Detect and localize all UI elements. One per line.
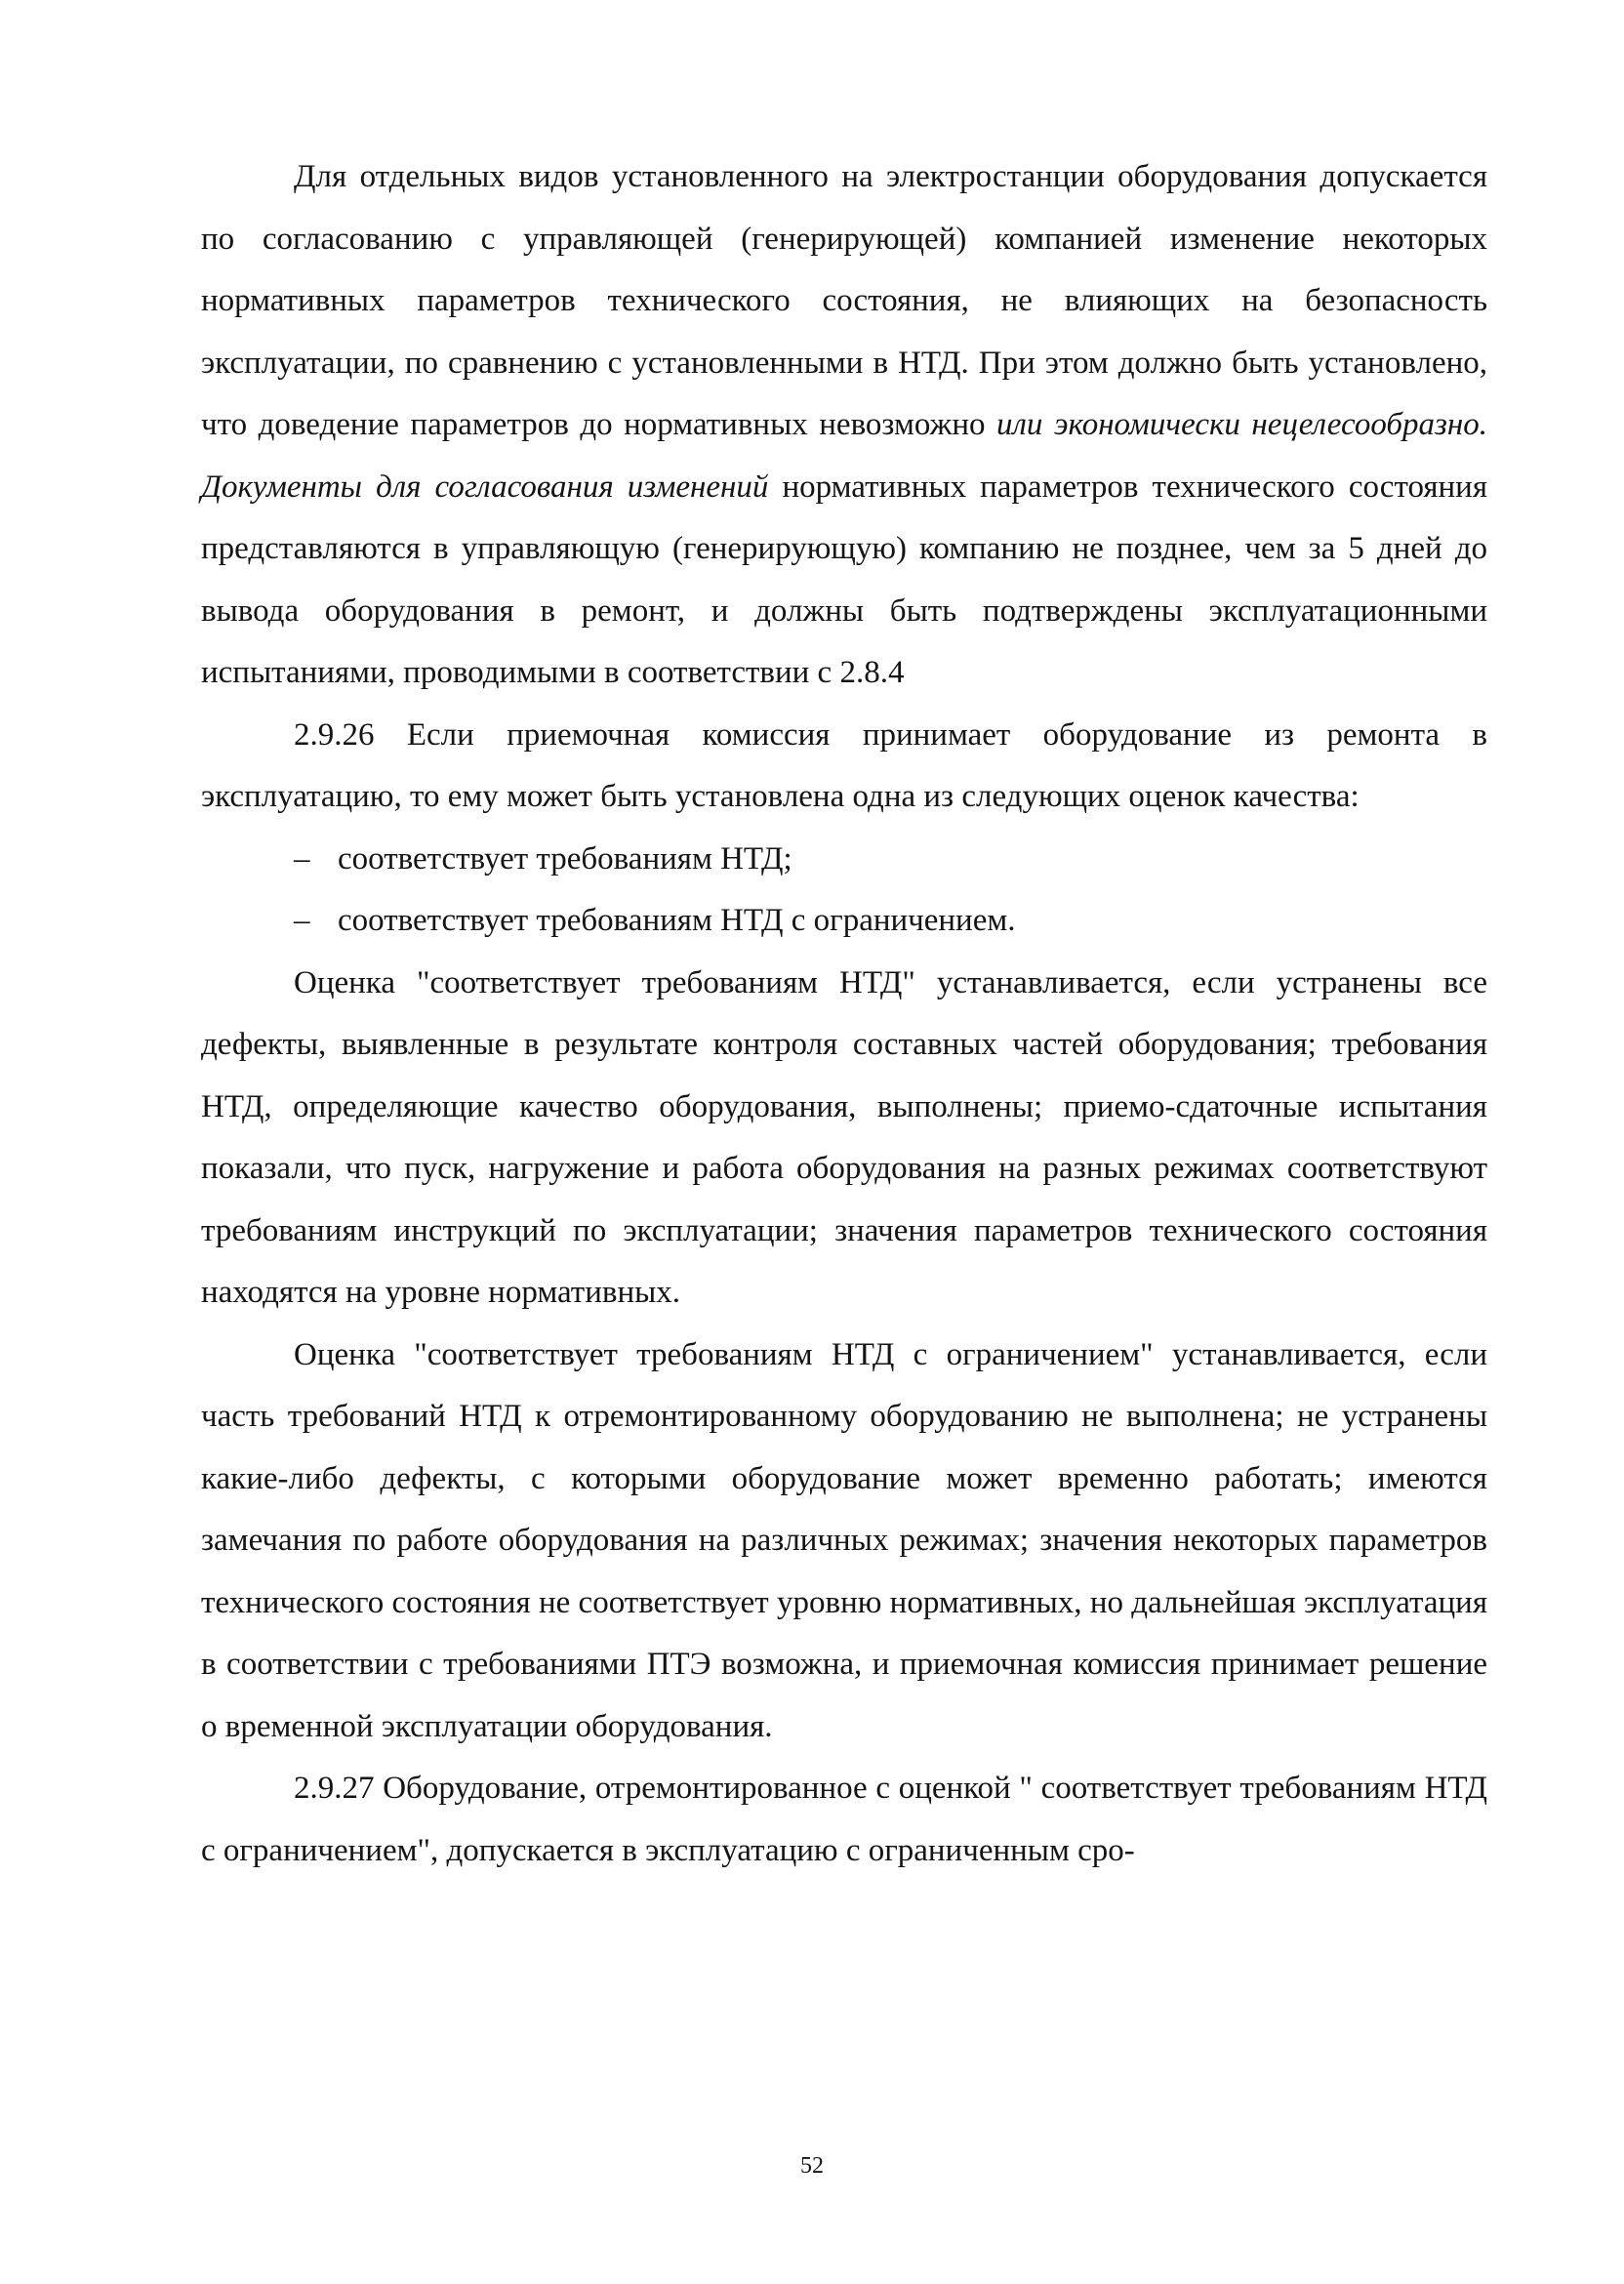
paragraph-rating-compliant: Оценка "соответствует требованиям НТД" устанавливается, если устранены все дефекты, выявленные в результате контроля составных частей оборудования; требования НТД, определяющие качество оборудования, выполнены; приемо-сдаточные испытания показали, что пуск, нагружение и работа оборудования на разных режимах соответствуют требованиям инструкций по эксплуатации; значения параметров технического состояния находятся на уровне нормативных. xyxy=(201,964,1487,1310)
paragraph-part: нормативных параметров технического состояния представляются в управляющую (генерирующую) компанию не позднее, чем за 5 дней до вывода оборудования в ремонт, и должны быть подтверждены эксплуатационными испытаниями, проводимыми в соответствии с 2.8.4 xyxy=(201,469,1487,690)
body-text xyxy=(201,146,1487,1882)
list-item-text: соответствует требованиям НТД; xyxy=(338,840,792,877)
dash-marker: – xyxy=(294,840,310,877)
list-item xyxy=(201,890,1487,953)
paragraph-2-9-26 xyxy=(201,705,1487,829)
dash-marker: – xyxy=(294,903,310,938)
list-item xyxy=(201,829,1487,891)
paragraph-2-9-27: 2.9.27 Оборудование, отремонтированное с оценкой " соответствует требованиям НТД с ограничением", допускается в эксплуатацию с ограниченным сро- xyxy=(201,1771,1487,1868)
paragraph-part-italic: или экономически нецелесообразно. Документы для согласования изменений xyxy=(201,407,1487,505)
quality-ratings-list xyxy=(201,829,1487,953)
paragraph-part: 2.9.26 Если приемочная комиссия принимает оборудование из ремонта в эксплуатацию, то ему может быть установлена одна из следующих оценок качества: xyxy=(201,716,1487,814)
paragraph-part: Для отдельных видов установленного на электростанции оборудования допускается по согласованию с управляющей (генерирующей) компанией изменение некоторых нормативных параметров технического состояния, не влияющих на безопасность эксплуатации, по сравнению с установленными в НТД. При этом должно быть установлено, что доведение параметров до нормативных невозможно xyxy=(201,159,1487,442)
paragraph-rating-limited: Оценка "соответствует требованиям НТД с ограничением" устанавливается, если часть требований НТД к отремонтированному оборудованию не выполнена; не устранены какие-либо дефекты, с которыми оборудование может временно работать; имеются замечания по работе оборудования на различных режимах; значения некоторых параметров технического состояния не соответствует уровню нормативных, но дальнейшая эксплуатация в соответствии с требованиями ПТЭ возможна, и приемочная комиссия принимает решение о временной эксплуатации оборудования. xyxy=(201,1336,1487,1744)
paragraph-equipment-parameters xyxy=(201,146,1487,705)
page-number: 52 xyxy=(800,2153,824,2179)
list-item-text: соответствует требованиям НТД с ограничением. xyxy=(338,903,1016,938)
